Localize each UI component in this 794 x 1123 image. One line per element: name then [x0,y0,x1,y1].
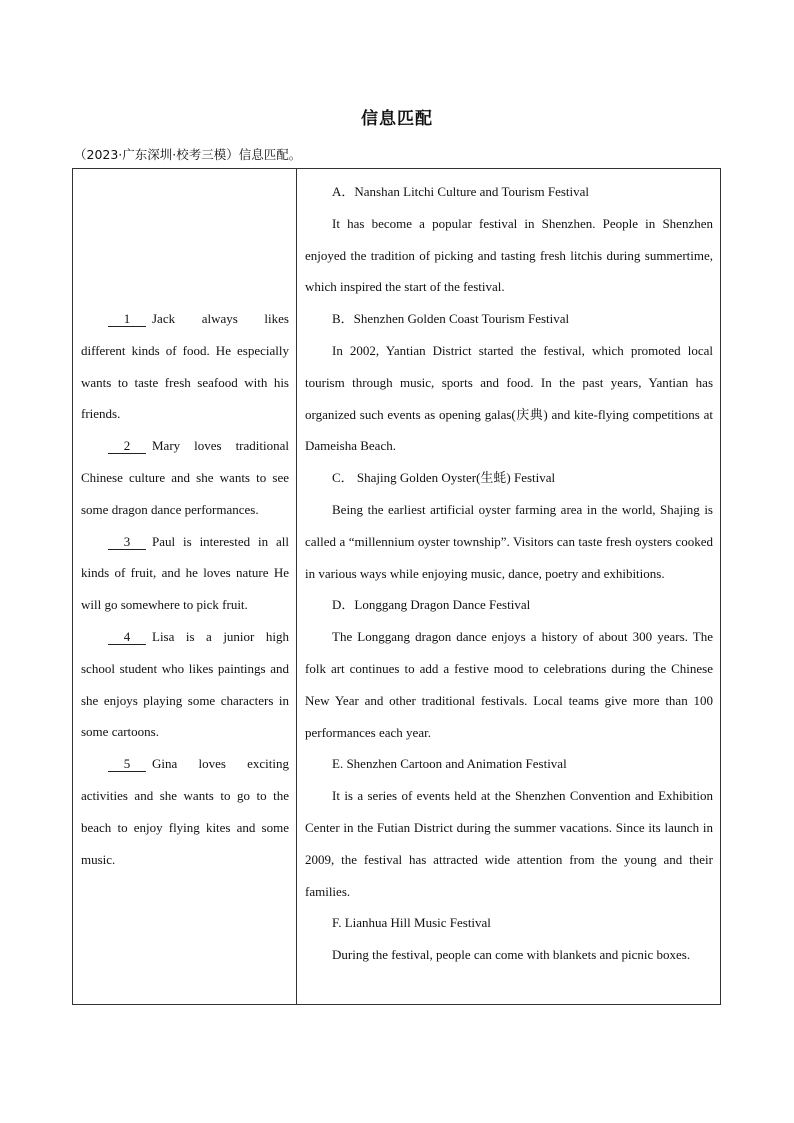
festival-heading: F. Lianhua Hill Music Festival [332,915,491,931]
person-item [81,621,289,748]
festival-body: In 2002, Yantian District started the festival, which promoted local tourism through music, sports and food. In the past years, Yantian has organized such events as opening galas(庆典) and kite-flying competitions at Dameisha Beach. [305,342,713,454]
matching-table [72,168,721,1005]
person-item [81,748,289,875]
person-text: Paul is interested in all kinds of fruit, and he loves nature He will go somewhere to pick fruit. [81,533,289,613]
column-spacer [81,169,289,303]
festival-body: During the festival, people can come with blankets and picnic boxes. [332,947,691,963]
festival-heading: B．Shenzhen Golden Coast Tourism Festival [332,311,570,327]
festival-body: The Longgang dragon dance enjoys a history of about 300 years. The folk art continues to add a festive mood to celebrations during the Chinese New Year and other traditional festivals. Local teams give more than 100 performances each year. [305,629,713,740]
festival-body: It has become a popular festival in Shenzhen. People in Shenzhen enjoyed the tradition of picking and tasting fresh litchis during summertime, which inspired the start of the festival. [305,215,713,295]
festival-heading: A．Nanshan Litchi Culture and Tourism Festival [332,184,590,199]
source-line: （2023·广东深圳·校考三模）信息匹配。 [74,147,302,162]
festival-body: It is a series of events held at the Shenzhen Convention and Exhibition Center in the Futian District during the summer vacations. Since its launch in 2009, the festival has attracted wide attention from the young and their families. [305,788,713,899]
festivals-column [297,169,720,1004]
answer-blank[interactable]: 5 [108,757,146,772]
answer-blank[interactable]: 3 [108,535,146,550]
festival-heading: E. Shenzhen Cartoon and Animation Festival [332,756,567,772]
person-text: Gina loves exciting activities and she wants to go to the beach to enjoy flying kites and some music. [81,756,289,867]
answer-blank[interactable]: 4 [108,630,146,645]
answer-blank[interactable]: 1 [108,312,146,327]
page-title: 信息匹配 [361,109,433,129]
festival-heading: C． Shajing Golden Oyster(生蚝) Festival [332,470,556,486]
person-text: Lisa is a junior high school student who likes paintings and she enjoys playing some characters in some cartoons. [81,628,289,740]
festival-body: Being the earliest artificial oyster farming area in the world, Shajing is called a “millennium oyster township”. Visitors can taste fresh oysters cooked in various ways while enjoying music, dance, poetry and exhibitions. [305,501,713,581]
person-item [81,526,289,621]
people-column [73,169,297,1004]
answer-blank[interactable]: 2 [108,439,146,454]
person-text: Jack always likes different kinds of food. He especially wants to taste fresh seafood with his friends. [81,311,289,422]
person-item [81,430,289,525]
festival-heading: D．Longgang Dragon Dance Festival [332,597,531,613]
person-text: Mary loves traditional Chinese culture and she wants to see some dragon dance performances. [81,438,289,517]
person-item [81,303,289,430]
